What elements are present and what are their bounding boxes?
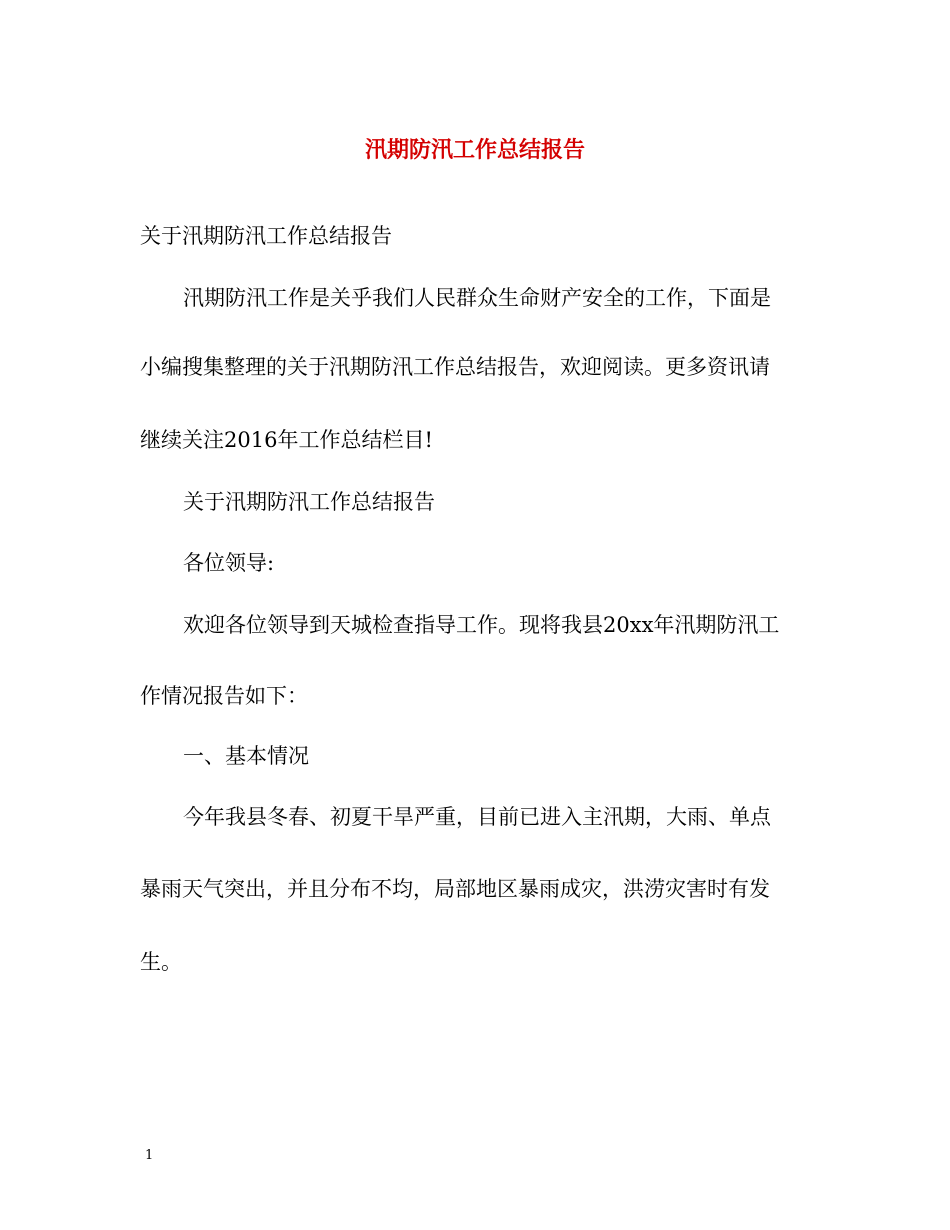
paragraph-line: 今年我县冬春、初夏干旱严重，目前已进入主汛期，大雨、单点 [183,805,771,829]
page-number: 1 [145,1148,154,1163]
paragraph-line: 生。 [140,950,182,974]
paragraph-line: 继续关注2016年工作总结栏目! [140,428,433,452]
paragraph-line: 作情况报告如下： [140,684,308,708]
paragraph-line: 汛期防汛工作是关乎我们人民群众生命财产安全的工作，下面是 [183,286,771,310]
paragraph-line: 暴雨天气突出，并且分布不均，局部地区暴雨成灾，洪涝灾害时有发 [140,877,770,901]
paragraph-line: 小编搜集整理的关于汛期防汛工作总结报告，欢迎阅读。更多资讯请 [140,355,770,379]
paragraph-line: 欢迎各位领导到天城检查指导工作。现将我县20xx年汛期防汛工 [183,613,780,637]
salutation-line: 各位领导: [183,551,275,575]
subtitle-line: 关于汛期防汛工作总结报告 [140,224,392,248]
heading-line: 关于汛期防汛工作总结报告 [183,490,435,514]
section-heading: 一、基本情况 [183,744,309,768]
document-title: 汛期防汛工作总结报告 [364,137,585,163]
